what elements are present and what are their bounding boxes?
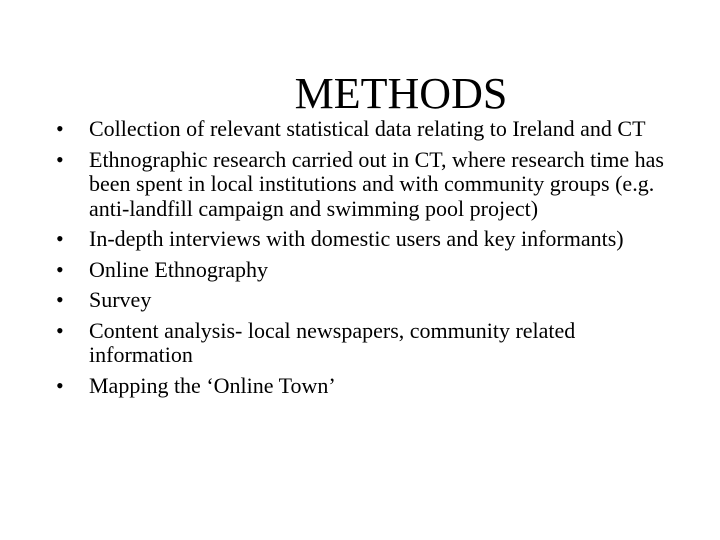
bullet-text: Online Ethnography (89, 256, 269, 282)
bullet-item (56, 374, 666, 399)
bullet-item (56, 258, 666, 283)
bullet-text: Mapping the ‘Online Town’ (89, 372, 336, 398)
bullet-text: Survey (89, 287, 152, 312)
bullet-text: Ethnographic research carried out in CT, where research time has been spent in local institutions and with community groups (e.g. anti-landfill campaign and swimming pool project) (89, 146, 664, 221)
bullet-item (56, 319, 666, 368)
bullet-text: In-depth interviews with domestic users and key informants) (89, 226, 624, 251)
bullet-icon: • (56, 372, 64, 398)
bullet-icon: • (56, 287, 64, 312)
bullet-item (56, 288, 666, 313)
slide-title-text: METHODS (294, 69, 508, 118)
bullet-text: Content analysis- local newspapers, community related information (89, 317, 576, 367)
bullet-list (56, 117, 666, 404)
bullet-icon: • (56, 256, 64, 282)
slide-title (0, 68, 720, 120)
bullet-icon: • (56, 317, 64, 343)
bullet-text: Collection of relevant statistical data relating to Ireland and CT (89, 116, 646, 141)
bullet-item (56, 117, 666, 142)
bullet-icon: • (56, 146, 64, 172)
bullet-item (56, 227, 666, 252)
bullet-item (56, 148, 666, 222)
bullet-icon: • (56, 226, 64, 251)
bullet-icon: • (56, 116, 64, 141)
